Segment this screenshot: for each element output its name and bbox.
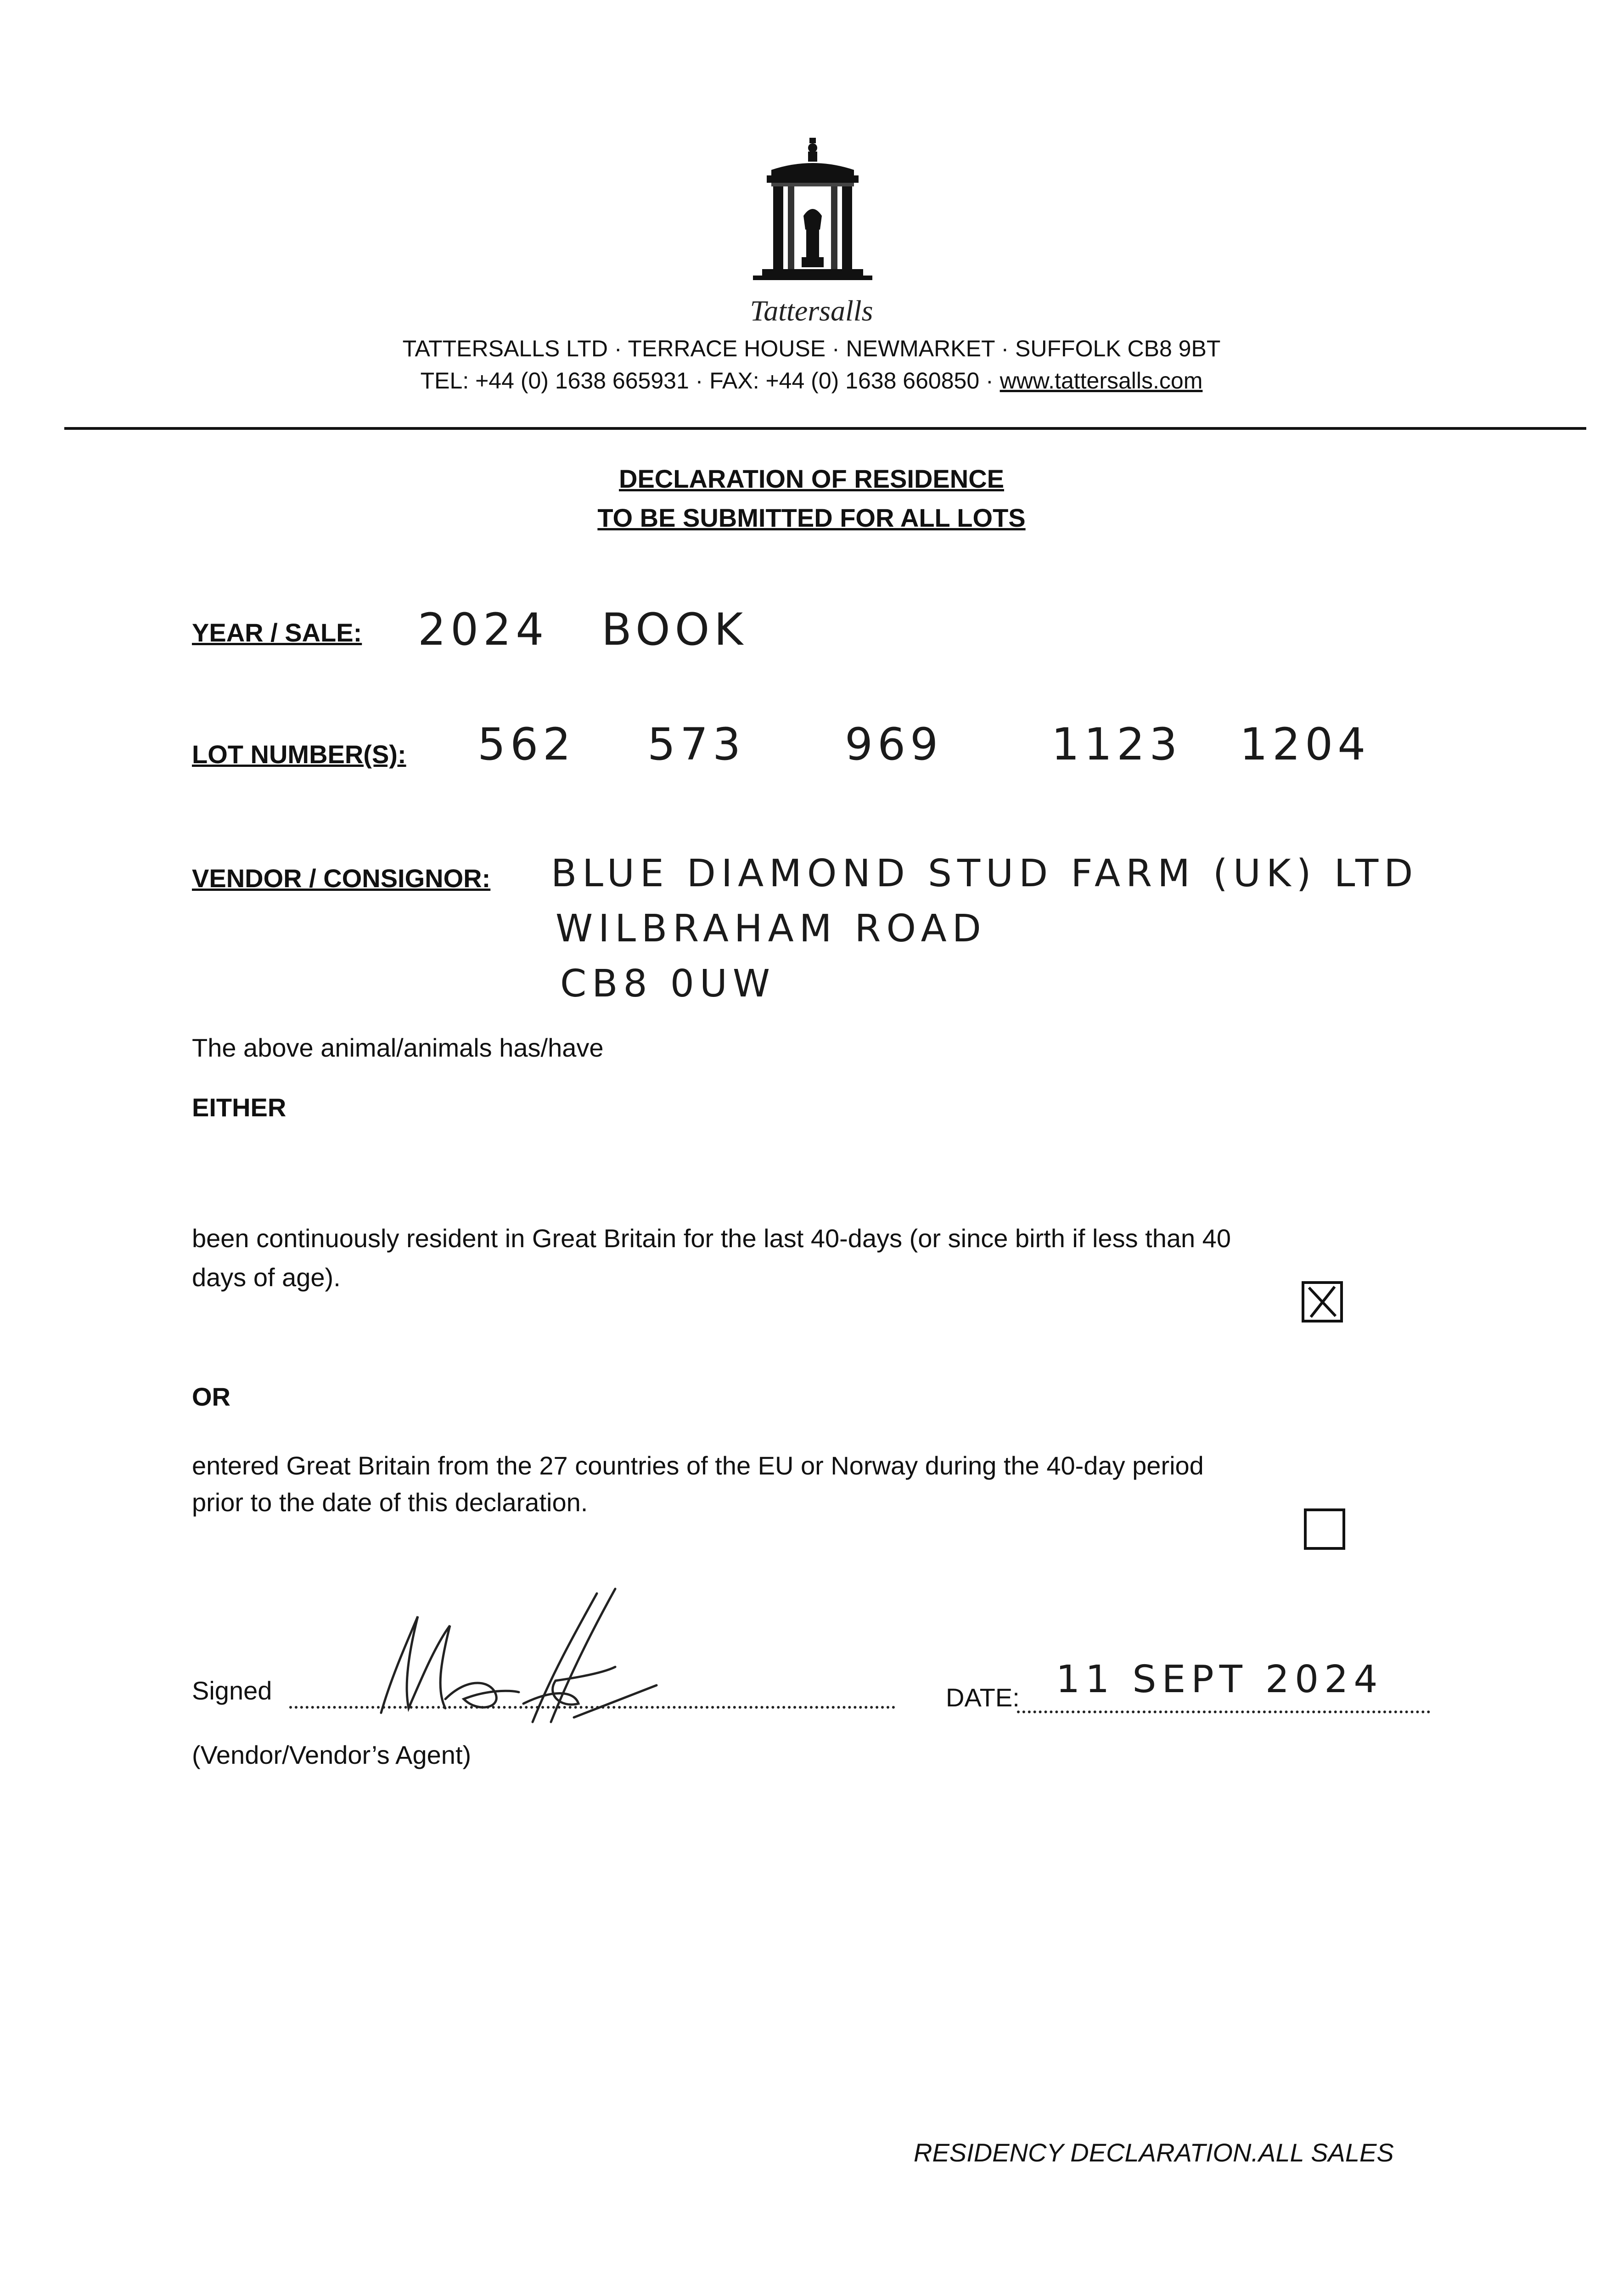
- option1-text-line1: been continuously resident in Great Britain for the last 40-days (or since birth if less than 40: [192, 1224, 1231, 1253]
- option2-text-line1: entered Great Britain from the 27 countries of the EU or Norway during the 40-day period: [192, 1451, 1204, 1480]
- lot-number: 562: [477, 719, 576, 770]
- lot-numbers-label: LOT NUMBER(S):: [192, 740, 406, 769]
- form-subtitle: TO BE SUBMITTED FOR ALL LOTS: [597, 503, 1026, 532]
- handwritten-signature: [358, 1575, 725, 1731]
- contact-text: TEL: +44 (0) 1638 665931 · FAX: +44 (0) 1638 660850 ·: [420, 368, 1000, 394]
- option2-checkbox[interactable]: [1304, 1508, 1345, 1550]
- website-link[interactable]: www.tattersalls.com: [1000, 368, 1203, 394]
- option2-text-line2: prior to the date of this declaration.: [192, 1488, 588, 1517]
- date-line: [1017, 1711, 1430, 1713]
- header-divider: [64, 427, 1586, 430]
- vendor-name: BLUE DIAMOND STUD FARM (UK) LTD: [551, 852, 1419, 895]
- year-value: 2024: [418, 604, 549, 655]
- year-sale-label: YEAR / SALE:: [192, 618, 362, 647]
- signatory-role: (Vendor/Vendor’s Agent): [192, 1740, 472, 1769]
- sale-value: BOOK: [601, 604, 748, 655]
- declaration-intro: The above animal/animals has/have: [192, 1033, 604, 1062]
- brand-name: Tattersalls: [750, 294, 873, 327]
- option1-checkbox[interactable]: [1302, 1281, 1343, 1322]
- form-title: DECLARATION OF RESIDENCE: [619, 464, 1004, 493]
- tattersalls-logo: [735, 138, 891, 294]
- vendor-label: VENDOR / CONSIGNOR:: [192, 864, 491, 893]
- signed-label: Signed: [192, 1676, 272, 1705]
- option1-text-line2: days of age).: [192, 1263, 341, 1292]
- contact-line: [0, 367, 1623, 394]
- lot-number: 1204: [1240, 719, 1370, 770]
- or-label: OR: [192, 1382, 230, 1411]
- vendor-postcode: CB8 0UW: [560, 962, 776, 1006]
- either-label: EITHER: [192, 1093, 286, 1122]
- lot-number: 573: [647, 719, 746, 770]
- vendor-address-line: WILBRAHAM ROAD: [556, 907, 987, 951]
- date-label: DATE:: [946, 1683, 1020, 1712]
- checkbox-x-mark-icon: [1304, 1284, 1340, 1320]
- date-value: 11 SEPT 2024: [1056, 1658, 1383, 1701]
- lot-number: 1123: [1051, 719, 1182, 770]
- footer-label: RESIDENCY DECLARATION.ALL SALES: [914, 2138, 1394, 2167]
- lot-number: 969: [845, 719, 943, 770]
- address-line: TATTERSALLS LTD · TERRACE HOUSE · NEWMARKET · SUFFOLK CB8 9BT: [402, 336, 1221, 361]
